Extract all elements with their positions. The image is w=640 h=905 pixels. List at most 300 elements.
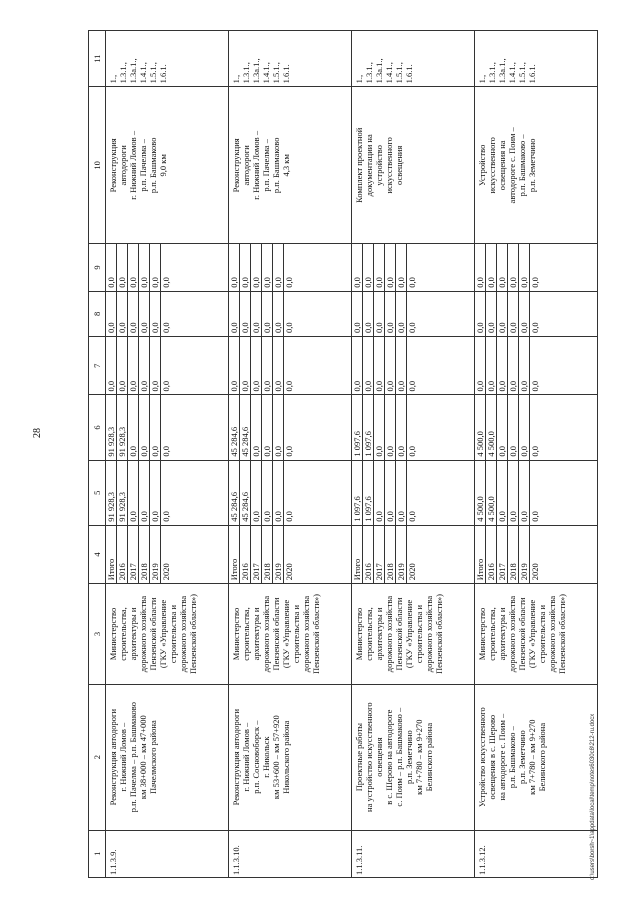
header-col-11: 11 bbox=[89, 31, 106, 87]
amount-other-value: 0,0 bbox=[150, 244, 161, 290]
amount-other bbox=[352, 244, 475, 291]
table-row bbox=[475, 31, 598, 878]
expected-result-cell bbox=[475, 87, 598, 244]
amount-other-value: 0,0 bbox=[117, 244, 128, 290]
activity-name-line: в с. Шерово на автодороге bbox=[384, 709, 394, 805]
year bbox=[475, 525, 598, 584]
amount-total-value: 4 500,0 bbox=[486, 461, 497, 525]
activity-name-line: Реконструкция автодороги bbox=[108, 708, 118, 806]
amount-local bbox=[229, 291, 352, 336]
amount-federal-value: 0,0 bbox=[284, 380, 294, 392]
indicator-line: 1., bbox=[108, 74, 118, 84]
amount-total-value: 0,0 bbox=[262, 461, 273, 525]
amount-regional bbox=[229, 395, 352, 460]
activity-name-line: р.п. Башмаково – bbox=[507, 726, 517, 789]
expected-result-line: искусственного bbox=[487, 137, 497, 194]
year-value: 2018 bbox=[262, 526, 273, 584]
executor-line: Пензенской области bbox=[148, 597, 158, 671]
indicator-line: 1.6.1. bbox=[527, 64, 537, 84]
row-number-cell bbox=[106, 830, 229, 877]
expected-result-line: р.п. Башмаково – bbox=[517, 134, 527, 197]
row-number: 1.1.3.11. bbox=[354, 845, 364, 875]
executor-line: Пензенской области») bbox=[188, 594, 198, 675]
amount-local-value: 0,0 bbox=[106, 292, 117, 336]
year-value: 2016 bbox=[486, 526, 497, 584]
indicator-line: 1., bbox=[477, 74, 487, 84]
header-col-8: 8 bbox=[89, 291, 106, 336]
activity-name-line: р.п. Земетчино bbox=[517, 730, 527, 784]
expected-result-line: освещения bbox=[394, 145, 404, 185]
activity-name-line: км 7+780 – км 9+270 bbox=[414, 719, 424, 795]
amount-other-value: 0,0 bbox=[530, 277, 540, 288]
amount-total-value: 0,0 bbox=[251, 461, 262, 525]
year bbox=[229, 525, 352, 584]
amount-local-value: 0,0 bbox=[251, 292, 262, 336]
amount-local-value: 0,0 bbox=[407, 322, 417, 333]
amount-other-value: 0,0 bbox=[352, 244, 363, 290]
amount-federal bbox=[229, 336, 352, 395]
activity-name-line: г. Нижний Ломов – bbox=[118, 722, 128, 792]
amount-total-value: 45 284,6 bbox=[240, 461, 251, 525]
amount-regional-value: 0,0 bbox=[262, 395, 273, 459]
expected-result-line: Реконструкция bbox=[231, 138, 241, 193]
row-number-cell bbox=[229, 830, 352, 877]
amount-local-value: 0,0 bbox=[497, 292, 508, 336]
amount-regional bbox=[106, 395, 229, 460]
year-value: 2019 bbox=[396, 526, 407, 584]
year-value: 2018 bbox=[385, 526, 396, 584]
year-value: 2016 bbox=[117, 526, 128, 584]
amount-federal bbox=[475, 336, 598, 395]
indicator-line: 1.3.1., bbox=[487, 62, 497, 84]
executor-line: строительства, bbox=[118, 607, 128, 661]
indicator-line: 1.6.1. bbox=[281, 64, 291, 84]
amount-local-value: 0,0 bbox=[128, 292, 139, 336]
amount-regional bbox=[475, 395, 598, 460]
activity-name-line: км 53+600 – км 57+920 bbox=[271, 715, 281, 800]
amount-local-value: 0,0 bbox=[150, 292, 161, 336]
activity-name-line: с. Поим – р.п. Башмаково – bbox=[394, 707, 404, 807]
table-row bbox=[352, 31, 475, 878]
amount-regional-value: 0,0 bbox=[161, 445, 171, 457]
executor-line: строительства и bbox=[291, 604, 301, 664]
amount-local-value: 0,0 bbox=[229, 292, 240, 336]
header-col-2: 2 bbox=[89, 684, 106, 830]
expected-result-line: Комплект проектной bbox=[354, 127, 364, 203]
amount-federal-value: 0,0 bbox=[396, 337, 407, 395]
amount-total-value: 0,0 bbox=[273, 461, 284, 525]
row-number: 1.1.3.10. bbox=[231, 845, 241, 875]
executor-line: дорожного хозяйства bbox=[138, 595, 148, 673]
executor-cell bbox=[352, 584, 475, 684]
expected-result-line: автодороги bbox=[241, 145, 251, 186]
amount-other-value: 0,0 bbox=[497, 244, 508, 290]
amount-federal bbox=[352, 336, 475, 395]
amount-federal-value: 0,0 bbox=[128, 337, 139, 395]
activity-name-line: р.п. Земетчино bbox=[404, 730, 414, 784]
amount-other-value: 0,0 bbox=[229, 244, 240, 290]
amount-total-value: 0,0 bbox=[396, 461, 407, 525]
amount-local-value: 0,0 bbox=[396, 292, 407, 336]
amount-regional-value: 91 928,3 bbox=[106, 395, 117, 459]
indicator-line: 1.6.1. bbox=[158, 64, 168, 84]
indicators-cell bbox=[475, 31, 598, 87]
executor-line: Пензенской области») bbox=[434, 594, 444, 675]
amount-local bbox=[352, 291, 475, 336]
amount-other-value: 0,0 bbox=[475, 244, 486, 290]
activity-name-line: освещения bbox=[374, 737, 384, 777]
amount-regional-value: 45 284,6 bbox=[240, 395, 251, 459]
amount-regional-value: 0,0 bbox=[128, 395, 139, 459]
indicator-line: 1.4.1., bbox=[261, 62, 271, 84]
amount-local-value: 0,0 bbox=[240, 292, 251, 336]
amount-other-value: 0,0 bbox=[284, 277, 294, 288]
amount-other-value: 0,0 bbox=[240, 244, 251, 290]
amount-other-value: 0,0 bbox=[106, 244, 117, 290]
amount-other-value: 0,0 bbox=[396, 244, 407, 290]
executor-line: дорожного хозяйства bbox=[178, 595, 188, 673]
amount-federal-value: 0,0 bbox=[530, 380, 540, 392]
activity-name-cell bbox=[106, 684, 229, 830]
activity-name-line: г. Никольск bbox=[261, 736, 271, 778]
indicator-line: 1.3.1., bbox=[241, 62, 251, 84]
amount-total-value: 4 500,0 bbox=[475, 461, 486, 525]
executor-line: Министерство bbox=[231, 607, 241, 661]
year-value: 2019 bbox=[273, 526, 284, 584]
rotated-table-wrapper bbox=[88, 30, 598, 878]
activity-name-cell bbox=[475, 684, 598, 830]
amount-federal-value: 0,0 bbox=[508, 337, 519, 395]
amount-regional-value: 0,0 bbox=[508, 395, 519, 459]
amount-other-value: 0,0 bbox=[486, 244, 497, 290]
amount-federal-value: 0,0 bbox=[161, 380, 171, 392]
executor-line: (ГКУ «Управление bbox=[158, 599, 168, 669]
expected-result-cell bbox=[352, 87, 475, 244]
year-value: 2020 bbox=[161, 563, 171, 581]
amount-regional-value: 0,0 bbox=[284, 445, 294, 457]
executor-line: Пензенской области bbox=[271, 597, 281, 671]
amount-local-value: 0,0 bbox=[374, 292, 385, 336]
header-col-7: 7 bbox=[89, 336, 106, 395]
expected-result-line: 4,3 км bbox=[281, 154, 291, 177]
executor-line: строительства, bbox=[364, 607, 374, 661]
table-row bbox=[106, 31, 229, 878]
header-col-6: 6 bbox=[89, 395, 106, 460]
amount-federal-value: 0,0 bbox=[229, 337, 240, 395]
amount-other-value: 0,0 bbox=[273, 244, 284, 290]
indicator-line: 1., bbox=[231, 74, 241, 84]
indicator-line: 1.3.1., bbox=[364, 62, 374, 84]
amount-total-value: 0,0 bbox=[508, 461, 519, 525]
activity-name-line: км 38+000 – км 47+000 bbox=[138, 715, 148, 800]
executor-line: дорожного хозяйства bbox=[261, 595, 271, 673]
row-number: 1.1.3.12. bbox=[477, 845, 487, 875]
expected-result-line: р.п. Башмаково bbox=[148, 137, 158, 194]
indicator-line: 1.6.1. bbox=[404, 64, 414, 84]
amount-other-value: 0,0 bbox=[128, 244, 139, 290]
amount-other-value: 0,0 bbox=[374, 244, 385, 290]
indicator-line: 1.4.1., bbox=[507, 62, 517, 84]
table-body bbox=[106, 31, 598, 878]
amount-federal-value: 0,0 bbox=[117, 337, 128, 395]
amount-federal-value: 0,0 bbox=[407, 380, 417, 392]
executor-line: строительства, bbox=[241, 607, 251, 661]
expected-result-line: 9,0 км bbox=[158, 154, 168, 177]
year-value: 2017 bbox=[251, 526, 262, 584]
row-number-cell bbox=[475, 830, 598, 877]
amount-other-value: 0,0 bbox=[139, 244, 150, 290]
amount-local-value: 0,0 bbox=[139, 292, 150, 336]
amount-total-value: 0,0 bbox=[128, 461, 139, 525]
amount-total-value: 0,0 bbox=[374, 461, 385, 525]
amount-total-value: 0,0 bbox=[519, 461, 530, 525]
executor-line: архитектуры и bbox=[497, 607, 507, 661]
amount-total bbox=[229, 460, 352, 525]
activity-name-line: р.п. Пачелма – р.п. Башмаково bbox=[128, 702, 138, 813]
amount-federal-value: 0,0 bbox=[363, 337, 374, 395]
expected-result-line: р.п. Земетчино bbox=[527, 138, 537, 193]
indicators-cell bbox=[229, 31, 352, 87]
executor-line: архитектуры и bbox=[374, 607, 384, 661]
expected-result-line: р.п. Пачелма – bbox=[261, 139, 271, 192]
amount-total-value: 0,0 bbox=[407, 511, 417, 522]
executor-line: дорожного хозяйства bbox=[301, 595, 311, 673]
executor-cell bbox=[229, 584, 352, 684]
year-value: 2017 bbox=[497, 526, 508, 584]
amount-federal-value: 0,0 bbox=[139, 337, 150, 395]
expected-result-line: документации на bbox=[364, 134, 374, 197]
amount-federal-value: 0,0 bbox=[251, 337, 262, 395]
amount-regional-value: 0,0 bbox=[519, 395, 530, 459]
header-col-5: 5 bbox=[89, 460, 106, 525]
amount-local-value: 0,0 bbox=[363, 292, 374, 336]
executor-line: дорожного хозяйства bbox=[384, 595, 394, 673]
indicators-cell bbox=[106, 31, 229, 87]
amount-total-value: 91 928,3 bbox=[106, 461, 117, 525]
amount-regional-value: 0,0 bbox=[150, 395, 161, 459]
year-value: 2020 bbox=[530, 563, 540, 581]
amount-total-value: 0,0 bbox=[161, 511, 171, 522]
amount-regional-value: 45 284,6 bbox=[229, 395, 240, 459]
footer-file-path: c:\users\borsh~1\appdata\local\temp\notes6030c8\212-ru.docx bbox=[590, 713, 596, 880]
amount-local-value: 0,0 bbox=[385, 292, 396, 336]
amount-regional bbox=[352, 395, 475, 460]
expected-result-cell bbox=[106, 87, 229, 244]
amount-regional-value: 0,0 bbox=[407, 445, 417, 457]
expected-result-line: р.п. Башмаково bbox=[271, 137, 281, 194]
amount-total-value: 0,0 bbox=[139, 461, 150, 525]
indicator-line: 1.3а.1., bbox=[128, 58, 138, 84]
activity-name-line: Проектные работы bbox=[354, 722, 364, 792]
amount-total-value: 0,0 bbox=[284, 511, 294, 522]
year bbox=[352, 525, 475, 584]
header-col-3: 3 bbox=[89, 584, 106, 684]
amount-local-value: 0,0 bbox=[161, 322, 171, 333]
amount-total bbox=[352, 460, 475, 525]
year-value: 2018 bbox=[508, 526, 519, 584]
expected-result-line: р.п. Пачелма – bbox=[138, 139, 148, 192]
expected-result-cell bbox=[229, 87, 352, 244]
activity-name-line: на устройство искусственного bbox=[364, 702, 374, 812]
amount-regional-value: 1 097,6 bbox=[363, 395, 374, 459]
program-activities-table bbox=[88, 30, 598, 878]
expected-result-line: Устройство bbox=[477, 144, 487, 186]
amount-other bbox=[475, 244, 598, 291]
activity-name-cell bbox=[352, 684, 475, 830]
year-value: 2020 bbox=[284, 563, 294, 581]
amount-local-value: 0,0 bbox=[352, 292, 363, 336]
year-value: Итого bbox=[352, 526, 363, 584]
amount-total-value: 1 097,6 bbox=[352, 461, 363, 525]
amount-local-value: 0,0 bbox=[262, 292, 273, 336]
indicators-cell bbox=[352, 31, 475, 87]
expected-result-line: Реконструкция bbox=[108, 138, 118, 193]
amount-federal bbox=[106, 336, 229, 395]
indicator-line: 1.3.1., bbox=[118, 62, 128, 84]
year-value: Итого bbox=[229, 526, 240, 584]
expected-result-line: автодороги bbox=[118, 145, 128, 186]
amount-regional-value: 0,0 bbox=[530, 445, 540, 457]
amount-local-value: 0,0 bbox=[475, 292, 486, 336]
amount-other-value: 0,0 bbox=[262, 244, 273, 290]
amount-federal-value: 0,0 bbox=[385, 337, 396, 395]
amount-other-value: 0,0 bbox=[251, 244, 262, 290]
indicator-line: 1.3а.1., bbox=[374, 58, 384, 84]
amount-regional-value: 0,0 bbox=[139, 395, 150, 459]
executor-line: архитектуры и bbox=[251, 607, 261, 661]
activity-name-line: освещения в с. Шерово bbox=[487, 714, 497, 800]
executor-line: дорожного хозяйства bbox=[507, 595, 517, 673]
amount-regional-value: 0,0 bbox=[374, 395, 385, 459]
year-value: 2016 bbox=[240, 526, 251, 584]
amount-federal-value: 0,0 bbox=[262, 337, 273, 395]
indicator-line: 1.3а.1., bbox=[497, 58, 507, 84]
amount-local-value: 0,0 bbox=[273, 292, 284, 336]
header-col-10: 10 bbox=[89, 87, 106, 244]
indicator-line: 1.5.1., bbox=[148, 62, 158, 84]
amount-total-value: 1 097,6 bbox=[363, 461, 374, 525]
amount-regional-value: 4 500,0 bbox=[486, 395, 497, 459]
indicator-line: 1.5.1., bbox=[271, 62, 281, 84]
table-row bbox=[229, 31, 352, 878]
year-value: 2020 bbox=[407, 563, 417, 581]
amount-federal-value: 0,0 bbox=[475, 337, 486, 395]
amount-total bbox=[475, 460, 598, 525]
indicator-line: 1.5.1., bbox=[517, 62, 527, 84]
amount-federal-value: 0,0 bbox=[519, 337, 530, 395]
expected-result-line: освещения на bbox=[497, 140, 507, 191]
year-value: Итого bbox=[106, 526, 117, 584]
amount-total-value: 45 284,6 bbox=[229, 461, 240, 525]
amount-federal-value: 0,0 bbox=[497, 337, 508, 395]
executor-line: Пензенской области bbox=[517, 597, 527, 671]
executor-line: Пензенской области») bbox=[311, 594, 321, 675]
executor-line: строительства, bbox=[487, 607, 497, 661]
executor-line: строительства и bbox=[414, 604, 424, 664]
amount-federal-value: 0,0 bbox=[150, 337, 161, 395]
amount-federal-value: 0,0 bbox=[374, 337, 385, 395]
indicator-line: 1.4.1., bbox=[384, 62, 394, 84]
executor-cell bbox=[475, 584, 598, 684]
activity-name-line: Никольского района bbox=[281, 720, 291, 794]
activity-name-line: Пачелмского района bbox=[148, 720, 158, 795]
amount-regional-value: 91 928,3 bbox=[117, 395, 128, 459]
amount-other bbox=[106, 244, 229, 291]
expected-result-line: г. Нижний Ломов – bbox=[251, 130, 261, 200]
amount-other-value: 0,0 bbox=[519, 244, 530, 290]
amount-other-value: 0,0 bbox=[508, 244, 519, 290]
header-col-9: 9 bbox=[89, 244, 106, 291]
amount-regional-value: 4 500,0 bbox=[475, 395, 486, 459]
activity-name-line: г. Нижний Ломов – bbox=[241, 722, 251, 792]
activity-name-line: на автодороге с. Поим – bbox=[497, 713, 507, 801]
amount-local-value: 0,0 bbox=[284, 322, 294, 333]
executor-line: дорожного хозяйства bbox=[424, 595, 434, 673]
year-value: 2019 bbox=[150, 526, 161, 584]
amount-total-value: 0,0 bbox=[497, 461, 508, 525]
expected-result-line: устройство bbox=[374, 145, 384, 186]
amount-other-value: 0,0 bbox=[363, 244, 374, 290]
amount-other bbox=[229, 244, 352, 291]
amount-total bbox=[106, 460, 229, 525]
executor-line: строительства и bbox=[168, 604, 178, 664]
activity-name-line: Белинского района bbox=[537, 722, 547, 792]
amount-regional-value: 1 097,6 bbox=[352, 395, 363, 459]
executor-line: Министерство bbox=[354, 607, 364, 661]
amount-federal-value: 0,0 bbox=[273, 337, 284, 395]
year-value: 2017 bbox=[374, 526, 385, 584]
expected-result-line: автодороге с. Поим – bbox=[507, 127, 517, 204]
row-number: 1.1.3.9. bbox=[108, 849, 118, 875]
amount-federal-value: 0,0 bbox=[486, 337, 497, 395]
executor-cell bbox=[106, 584, 229, 684]
amount-federal-value: 0,0 bbox=[106, 337, 117, 395]
amount-local-value: 0,0 bbox=[508, 292, 519, 336]
amount-regional-value: 0,0 bbox=[396, 395, 407, 459]
amount-local-value: 0,0 bbox=[530, 322, 540, 333]
activity-name-cell bbox=[229, 684, 352, 830]
executor-line: Министерство bbox=[108, 607, 118, 661]
amount-federal-value: 0,0 bbox=[352, 337, 363, 395]
executor-line: (ГКУ «Управление bbox=[404, 599, 414, 669]
executor-line: архитектуры и bbox=[128, 607, 138, 661]
amount-regional-value: 0,0 bbox=[251, 395, 262, 459]
executor-line: Пензенской области») bbox=[557, 594, 567, 675]
year-value: 2016 bbox=[363, 526, 374, 584]
amount-other-value: 0,0 bbox=[161, 277, 171, 288]
activity-name-line: Устройство искусственного bbox=[477, 707, 487, 808]
amount-other-value: 0,0 bbox=[385, 244, 396, 290]
executor-line: Пензенской области bbox=[394, 597, 404, 671]
activity-name-line: км 7+780 – км 9+270 bbox=[527, 719, 537, 795]
amount-local bbox=[106, 291, 229, 336]
indicator-line: 1.5.1., bbox=[394, 62, 404, 84]
amount-regional-value: 0,0 bbox=[497, 395, 508, 459]
amount-total-value: 0,0 bbox=[385, 461, 396, 525]
executor-line: дорожного хозяйства bbox=[547, 595, 557, 673]
expected-result-line: искусственного bbox=[384, 137, 394, 194]
executor-line: (ГКУ «Управление bbox=[281, 599, 291, 669]
year-value: 2017 bbox=[128, 526, 139, 584]
year-value: Итого bbox=[475, 526, 486, 584]
page-number: 28 bbox=[32, 428, 43, 438]
activity-name-line: Белинского района bbox=[424, 722, 434, 792]
executor-line: (ГКУ «Управление bbox=[527, 599, 537, 669]
header-col-1: 1 bbox=[89, 830, 106, 877]
year-value: 2018 bbox=[139, 526, 150, 584]
indicator-line: 1.3а.1., bbox=[251, 58, 261, 84]
amount-local-value: 0,0 bbox=[519, 292, 530, 336]
